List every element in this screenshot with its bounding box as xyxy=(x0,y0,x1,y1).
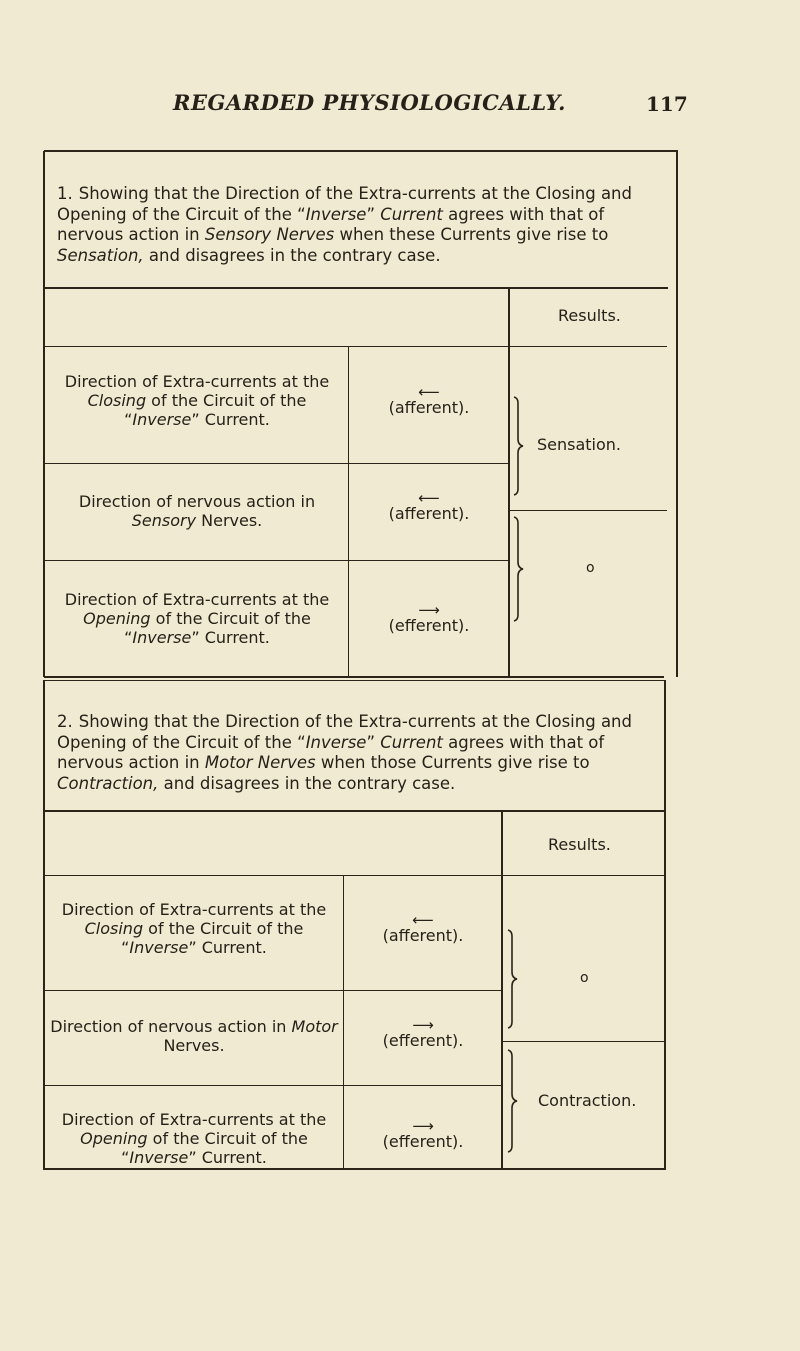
section-2-heading: 2. Showing that the Direction of the Extra-currents at the Closing and Opening of the Circuit of the “Inverse” Current agrees with that of nervous action in Motor Nerves when those Currents give rise to Contraction, and disagrees in the contrary case. xyxy=(57,712,632,793)
table2-left-border xyxy=(43,680,45,1170)
table1-row-rule-1 xyxy=(44,463,509,464)
table1-heading-rule xyxy=(44,287,668,289)
table2-results-mid-rule xyxy=(503,1041,664,1042)
table2-brace-1-icon xyxy=(503,928,521,1030)
table1-row-rule-2 xyxy=(44,560,509,561)
page-number: 117 xyxy=(646,92,688,116)
table2-row-2-description: Direction of nervous action in Motor Nerves. xyxy=(50,1017,338,1055)
right-arrow-icon: ⟶ xyxy=(412,1117,434,1135)
table1-bottom-rule xyxy=(44,676,664,678)
table1-result-1: Sensation. xyxy=(537,435,622,454)
table1-left-border xyxy=(43,151,45,677)
table2-heading-rule xyxy=(44,810,664,812)
table1-row-1-description: Direction of Extra-currents at the Closing of the Circuit of the “Inverse” Current. xyxy=(64,372,330,429)
table1-right-border xyxy=(676,151,678,677)
table2-row-rule-1 xyxy=(44,990,502,991)
table1-bottom-rule-2 xyxy=(44,680,664,681)
left-arrow-icon: ⟵ xyxy=(412,911,434,929)
table1-results-rule xyxy=(509,346,667,347)
table2-result-1: o xyxy=(580,970,589,986)
table2-row-3-direction: ⟶ (efferent). xyxy=(345,1120,501,1151)
table2-row-3-description: Direction of Extra-currents at the Opening of the Circuit of the “Inverse” Current. xyxy=(61,1110,327,1167)
table1-row-3-description: Direction of Extra-currents at the Opening of the Circuit of the “Inverse” Current. xyxy=(64,590,330,647)
table1-top-rule xyxy=(44,150,678,152)
running-title: REGARDED PHYSIOLOGICALLY. xyxy=(173,90,566,115)
table1-header-rule xyxy=(44,346,510,347)
right-arrow-icon: ⟶ xyxy=(412,1016,434,1034)
table2-row-rule-2 xyxy=(44,1085,502,1086)
table1-results-header: Results. xyxy=(558,306,621,325)
table2-row-1-description: Direction of Extra-currents at the Closing of the Circuit of the “Inverse” Current. xyxy=(61,900,327,957)
table2-header-rule xyxy=(44,875,664,876)
table1-result-2: o xyxy=(586,560,595,576)
left-arrow-icon: ⟵ xyxy=(418,489,440,507)
table1-row-3-direction: ⟶ (efferent). xyxy=(350,604,508,635)
table2-right-border xyxy=(664,680,666,1170)
running-header xyxy=(0,88,800,124)
table2-row-2-direction: ⟶ (efferent). xyxy=(345,1019,501,1050)
table1-row-1-direction: ⟵ (afferent). xyxy=(350,386,508,417)
section-1-heading: 1. Showing that the Direction of the Extra-currents at the Closing and Opening of the Circuit of the “Inverse” Current agrees with that of nervous action in Sensory Nerves when these Currents give rise to Sensation, and disagrees in the contrary case. xyxy=(57,184,632,265)
table2-bottom-rule xyxy=(44,1168,666,1170)
table2-brace-2-icon xyxy=(503,1048,521,1154)
table1-row-2-description: Direction of nervous action in Sensory Nerves. xyxy=(78,492,316,530)
section-2-number: 2. xyxy=(57,712,73,731)
table1-brace-1-icon xyxy=(509,395,527,497)
right-arrow-icon: ⟶ xyxy=(418,601,440,619)
table2-results-header: Results. xyxy=(548,835,611,854)
table1-column-divider xyxy=(348,346,349,676)
table1-row-2-direction: ⟵ (afferent). xyxy=(350,492,508,523)
table1-brace-2-icon xyxy=(509,515,527,623)
table2-column-divider xyxy=(343,875,344,1170)
table1-results-mid-rule xyxy=(509,510,667,511)
section-1-number: 1. xyxy=(57,184,73,203)
table2-row-1-direction: ⟵ (afferent). xyxy=(345,914,501,945)
table2-result-2: Contraction. xyxy=(538,1091,637,1110)
left-arrow-icon: ⟵ xyxy=(418,383,440,401)
